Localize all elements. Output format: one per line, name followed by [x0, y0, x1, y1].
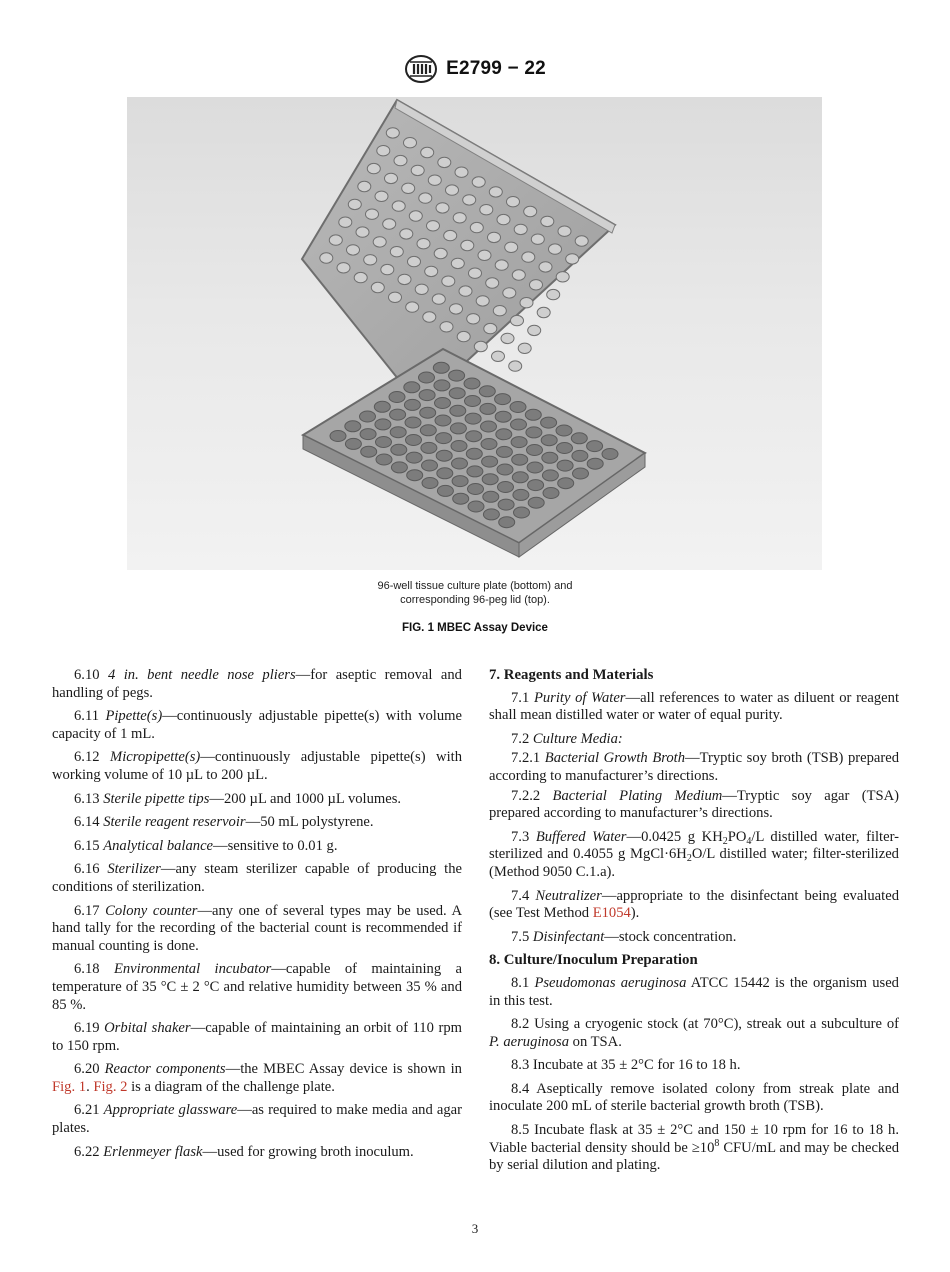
peg — [501, 333, 514, 343]
peg — [518, 343, 531, 353]
peg — [486, 278, 499, 288]
peg — [320, 253, 333, 263]
well — [465, 413, 481, 424]
peg — [488, 232, 501, 242]
well — [360, 429, 376, 440]
peg — [356, 227, 369, 237]
peg — [528, 325, 541, 335]
peg — [474, 341, 487, 351]
peg — [436, 203, 449, 213]
peg — [522, 252, 535, 262]
well — [512, 454, 528, 465]
well — [498, 499, 514, 510]
peg — [354, 272, 367, 282]
peg — [539, 262, 552, 272]
well — [360, 411, 376, 422]
well — [375, 419, 391, 430]
section-6-20: 6.20 Reactor components—the MBEC Assay device is shown in Fig. 1. Fig. 2 is a diagram of the challenge plate. — [52, 1061, 462, 1095]
left-column — [52, 667, 462, 1167]
well — [499, 517, 515, 528]
well — [481, 439, 497, 450]
well — [543, 488, 559, 499]
figure-title: FIG. 1 MBEC Assay Device — [402, 622, 548, 634]
well — [420, 425, 436, 436]
heading-7: 7. Reagents and Materials — [489, 667, 654, 683]
peg — [404, 138, 417, 148]
well — [422, 460, 438, 471]
peg — [434, 248, 447, 258]
well — [391, 444, 407, 455]
peg — [375, 191, 388, 201]
document-designation: E2799 − 22 — [446, 58, 546, 79]
peg — [455, 167, 468, 177]
peg — [421, 147, 434, 157]
well — [390, 427, 406, 438]
section-7-5: 7.5 Disinfectant—stock concentration. — [511, 928, 737, 945]
well — [406, 452, 422, 463]
section-6-16: 6.16 Sterilizer—any steam sterilizer capable of producing the conditions of sterilization. — [52, 861, 462, 895]
well — [405, 417, 421, 428]
peg — [530, 280, 543, 290]
peg — [509, 361, 522, 371]
well — [449, 388, 465, 399]
peg — [531, 234, 544, 244]
well — [483, 509, 499, 520]
well — [483, 491, 499, 502]
peg — [329, 235, 342, 245]
peg — [423, 312, 436, 322]
section-8-2: 8.2 Using a cryogenic stock (at 70°C), streak out a subculture of P. aeruginosa on TSA. — [489, 1016, 899, 1050]
figure-caption — [0, 579, 950, 607]
peg — [442, 276, 455, 286]
well — [465, 396, 481, 407]
well — [435, 415, 451, 426]
well — [330, 431, 346, 442]
peg — [419, 193, 432, 203]
well — [482, 474, 498, 485]
well — [495, 411, 511, 422]
page-header — [0, 52, 950, 86]
peg — [348, 199, 361, 209]
peg — [505, 242, 518, 252]
well — [434, 380, 450, 391]
well — [421, 442, 437, 453]
well — [361, 446, 377, 457]
section-6-13: 6.13 Sterile pipette tips—200 µL and 1000 µL volumes. — [74, 790, 402, 807]
peg — [406, 302, 419, 312]
peg — [394, 155, 407, 165]
well — [496, 446, 512, 457]
well — [390, 409, 406, 420]
peg — [512, 270, 525, 280]
well — [541, 435, 557, 446]
well — [571, 433, 587, 444]
peg — [520, 298, 533, 308]
well — [541, 417, 557, 428]
well — [464, 378, 480, 389]
peg — [549, 244, 562, 254]
well — [376, 454, 392, 465]
well — [587, 441, 603, 452]
well — [419, 390, 435, 401]
well — [510, 402, 526, 413]
well — [467, 466, 483, 477]
well — [572, 450, 588, 461]
section-7-3: 7.3 Buffered Water—0.0425 g $KH_2PO_4/L$ distilled water, filter-sterilized and 0.4055 g $MgCl\cdot 6H_2O/L$ distilled water; filter-sterilized (Method 9050 C.1.a). — [489, 828, 900, 880]
well — [452, 458, 468, 469]
peg — [389, 292, 402, 302]
well — [389, 392, 405, 403]
fig-1-link[interactable]: Fig. 1 — [52, 1078, 87, 1095]
section-6-10: 6.10 4 in. bent needle nose pliers—for aseptic removal and handling of pegs. — [52, 667, 462, 701]
well — [468, 484, 484, 495]
well — [453, 493, 469, 504]
peg — [381, 264, 394, 274]
well — [557, 460, 573, 471]
well — [496, 429, 512, 440]
well — [391, 462, 407, 473]
section-8-5: 8.5 Incubate flask at 35 ± 2°C and 150 ± 10 rpm for 16 to 18 h. Viable bacterial density should be $\ge 10^8$ CFU/mL and may be checked by serial dilution and plating. — [489, 1122, 900, 1174]
section-8-4: 8.4 Aseptically remove isolated colony from streak plate and inoculate 200 mL of sterile bacterial growth broth (TSB). — [489, 1080, 899, 1115]
peg — [467, 314, 480, 324]
peg — [575, 236, 588, 246]
peg — [402, 183, 415, 193]
well — [449, 370, 465, 381]
peg — [347, 245, 360, 255]
peg — [428, 175, 441, 185]
well — [511, 437, 527, 448]
peg — [400, 229, 413, 239]
peg — [366, 209, 379, 219]
peg — [451, 258, 464, 268]
section-6-22: 6.22 Erlenmeyer flask—used for growing broth inoculum. — [74, 1143, 414, 1160]
well — [436, 433, 452, 444]
peg — [371, 282, 384, 292]
well — [422, 478, 438, 489]
section-7-4: 7.4 Neutralizer—appropriate to the disinfectant being evaluated (see Test Method E1054). — [489, 887, 899, 922]
section-7-2: 7.2 Culture Media: — [511, 730, 623, 747]
peg — [541, 216, 554, 226]
well — [451, 441, 467, 452]
peg — [463, 195, 476, 205]
peg — [409, 211, 422, 221]
well — [542, 452, 558, 463]
section-6-11: 6.11 Pipette(s)—continuously adjustable pipette(s) with volume capacity of 1 mL. — [52, 708, 462, 742]
peg — [537, 307, 550, 317]
peg — [392, 201, 405, 211]
peg — [408, 256, 421, 266]
well — [345, 421, 361, 432]
well — [498, 482, 514, 493]
well — [482, 456, 498, 467]
peg — [415, 284, 428, 294]
peg — [453, 213, 466, 223]
well — [542, 470, 558, 481]
well — [404, 382, 420, 393]
peg — [492, 351, 505, 361]
fig-2-link[interactable]: Fig. 2 — [93, 1078, 128, 1095]
well — [479, 386, 495, 397]
well — [374, 401, 390, 412]
well — [587, 458, 603, 469]
caption-line-2: corresponding 96-peg lid (top). — [400, 594, 550, 606]
well — [419, 372, 435, 383]
section-6-12: 6.12 Micropipette(s)—continuously adjustable pipette(s) with working volume of 10 µL to 200 µL. — [52, 749, 462, 783]
figure-image — [127, 97, 822, 570]
section-7-2-2: 7.2.2 Bacterial Plating Medium—Tryptic soy agar (TSA) prepared according to manufacturer’s directions. — [489, 787, 899, 822]
well — [558, 478, 574, 489]
peg — [493, 306, 506, 316]
peg — [385, 173, 398, 183]
well — [436, 450, 452, 461]
peg — [377, 146, 390, 156]
page-number: 3 — [471, 1221, 479, 1236]
well — [497, 464, 513, 475]
well — [602, 449, 618, 460]
peg — [450, 304, 463, 314]
section-6-17: 6.17 Colony counter—any one of several types may be used. A hand tally for the recording of the bacterial count is recommended if manual counting is done. — [52, 902, 463, 954]
section-6-18: 6.18 Environmental incubator—capable of maintaining a temperature of 35 °C ± 2 °C and relative humidity between 35 % and 85 %. — [52, 961, 462, 1013]
peg — [339, 217, 352, 227]
well — [404, 399, 420, 410]
peg — [514, 224, 527, 234]
peg — [444, 230, 457, 240]
peg — [373, 237, 386, 247]
well — [452, 476, 468, 487]
peg — [497, 214, 510, 224]
peg — [511, 315, 524, 325]
peg — [480, 205, 493, 215]
peg — [440, 322, 453, 332]
well — [407, 470, 423, 481]
section-7-1: 7.1 Purity of Water—all references to water as diluent or reagent shall mean distilled water or water of equal purity. — [489, 689, 900, 724]
peg — [446, 185, 459, 195]
well — [376, 437, 392, 448]
well — [466, 431, 482, 442]
e1054-link[interactable]: E1054 — [592, 905, 631, 922]
peg — [470, 222, 483, 232]
peg — [432, 294, 445, 304]
peg — [558, 226, 571, 236]
peg — [459, 286, 472, 296]
peg — [469, 268, 482, 278]
well — [527, 462, 543, 473]
well — [495, 394, 511, 405]
peg — [386, 128, 399, 138]
peg — [556, 272, 569, 282]
peg — [425, 266, 438, 276]
section-6-15: 6.15 Analytical balance—sensitive to 0.01 g. — [74, 837, 338, 854]
caption-line-1: 96-well tissue culture plate (bottom) and — [377, 580, 573, 592]
well — [481, 421, 497, 432]
peg — [461, 240, 474, 250]
peg — [507, 197, 520, 207]
right-column — [489, 667, 899, 1181]
peg — [383, 219, 396, 229]
peg — [495, 260, 508, 270]
peg — [364, 255, 377, 265]
well — [513, 489, 529, 500]
astm-logo-icon — [404, 54, 438, 84]
peg — [476, 296, 489, 306]
peg — [524, 206, 537, 216]
well — [466, 448, 482, 459]
well — [450, 423, 466, 434]
section-8-1: 8.1 Pseudomonas aeruginosa ATCC 15442 is the organism used in this test. — [489, 974, 899, 1009]
well — [528, 480, 544, 491]
peg — [411, 165, 424, 175]
well — [511, 419, 527, 430]
peg — [358, 181, 371, 191]
well — [557, 443, 573, 454]
well — [525, 409, 541, 420]
peg — [484, 323, 497, 333]
section-7-2-1: 7.2.1 Bacterial Growth Broth—Tryptic soy broth (TSB) prepared according to manufacturer’s directions. — [489, 750, 899, 784]
section-6-21: 6.21 Appropriate glassware—as required to make media and agar plates. — [52, 1102, 462, 1137]
well — [420, 407, 436, 418]
well — [435, 398, 451, 409]
peg — [478, 250, 491, 260]
peg — [489, 187, 502, 197]
well — [437, 485, 453, 496]
peg — [457, 331, 470, 341]
well — [480, 403, 496, 414]
well — [433, 362, 449, 373]
peg — [472, 177, 485, 187]
well — [450, 405, 466, 416]
well — [526, 427, 542, 438]
well — [556, 425, 572, 436]
peg — [547, 289, 560, 299]
section-8-3: 8.3 Incubate at 35 ± 2°C for 16 to 18 h. — [511, 1057, 741, 1074]
well — [437, 468, 453, 479]
peg — [503, 288, 516, 298]
peg — [566, 254, 579, 264]
well — [345, 438, 361, 449]
heading-8: 8. Culture/Inoculum Preparation — [489, 952, 698, 969]
well — [514, 507, 530, 518]
section-6-19: 6.19 Orbital shaker—capable of maintaining an orbit of 110 rpm to 150 rpm. — [52, 1020, 462, 1054]
peg — [417, 239, 430, 249]
section-6-14: 6.14 Sterile reagent reservoir—50 mL polystyrene. — [74, 814, 374, 831]
peg — [390, 247, 403, 257]
peg — [427, 221, 440, 231]
mbec-device-illustration — [127, 97, 822, 570]
well — [528, 497, 544, 508]
well — [406, 435, 422, 446]
peg — [438, 157, 451, 167]
peg — [398, 274, 411, 284]
well — [527, 445, 543, 456]
well — [512, 472, 528, 483]
peg — [337, 263, 350, 273]
peg — [367, 163, 380, 173]
well — [573, 468, 589, 479]
well — [468, 501, 484, 512]
